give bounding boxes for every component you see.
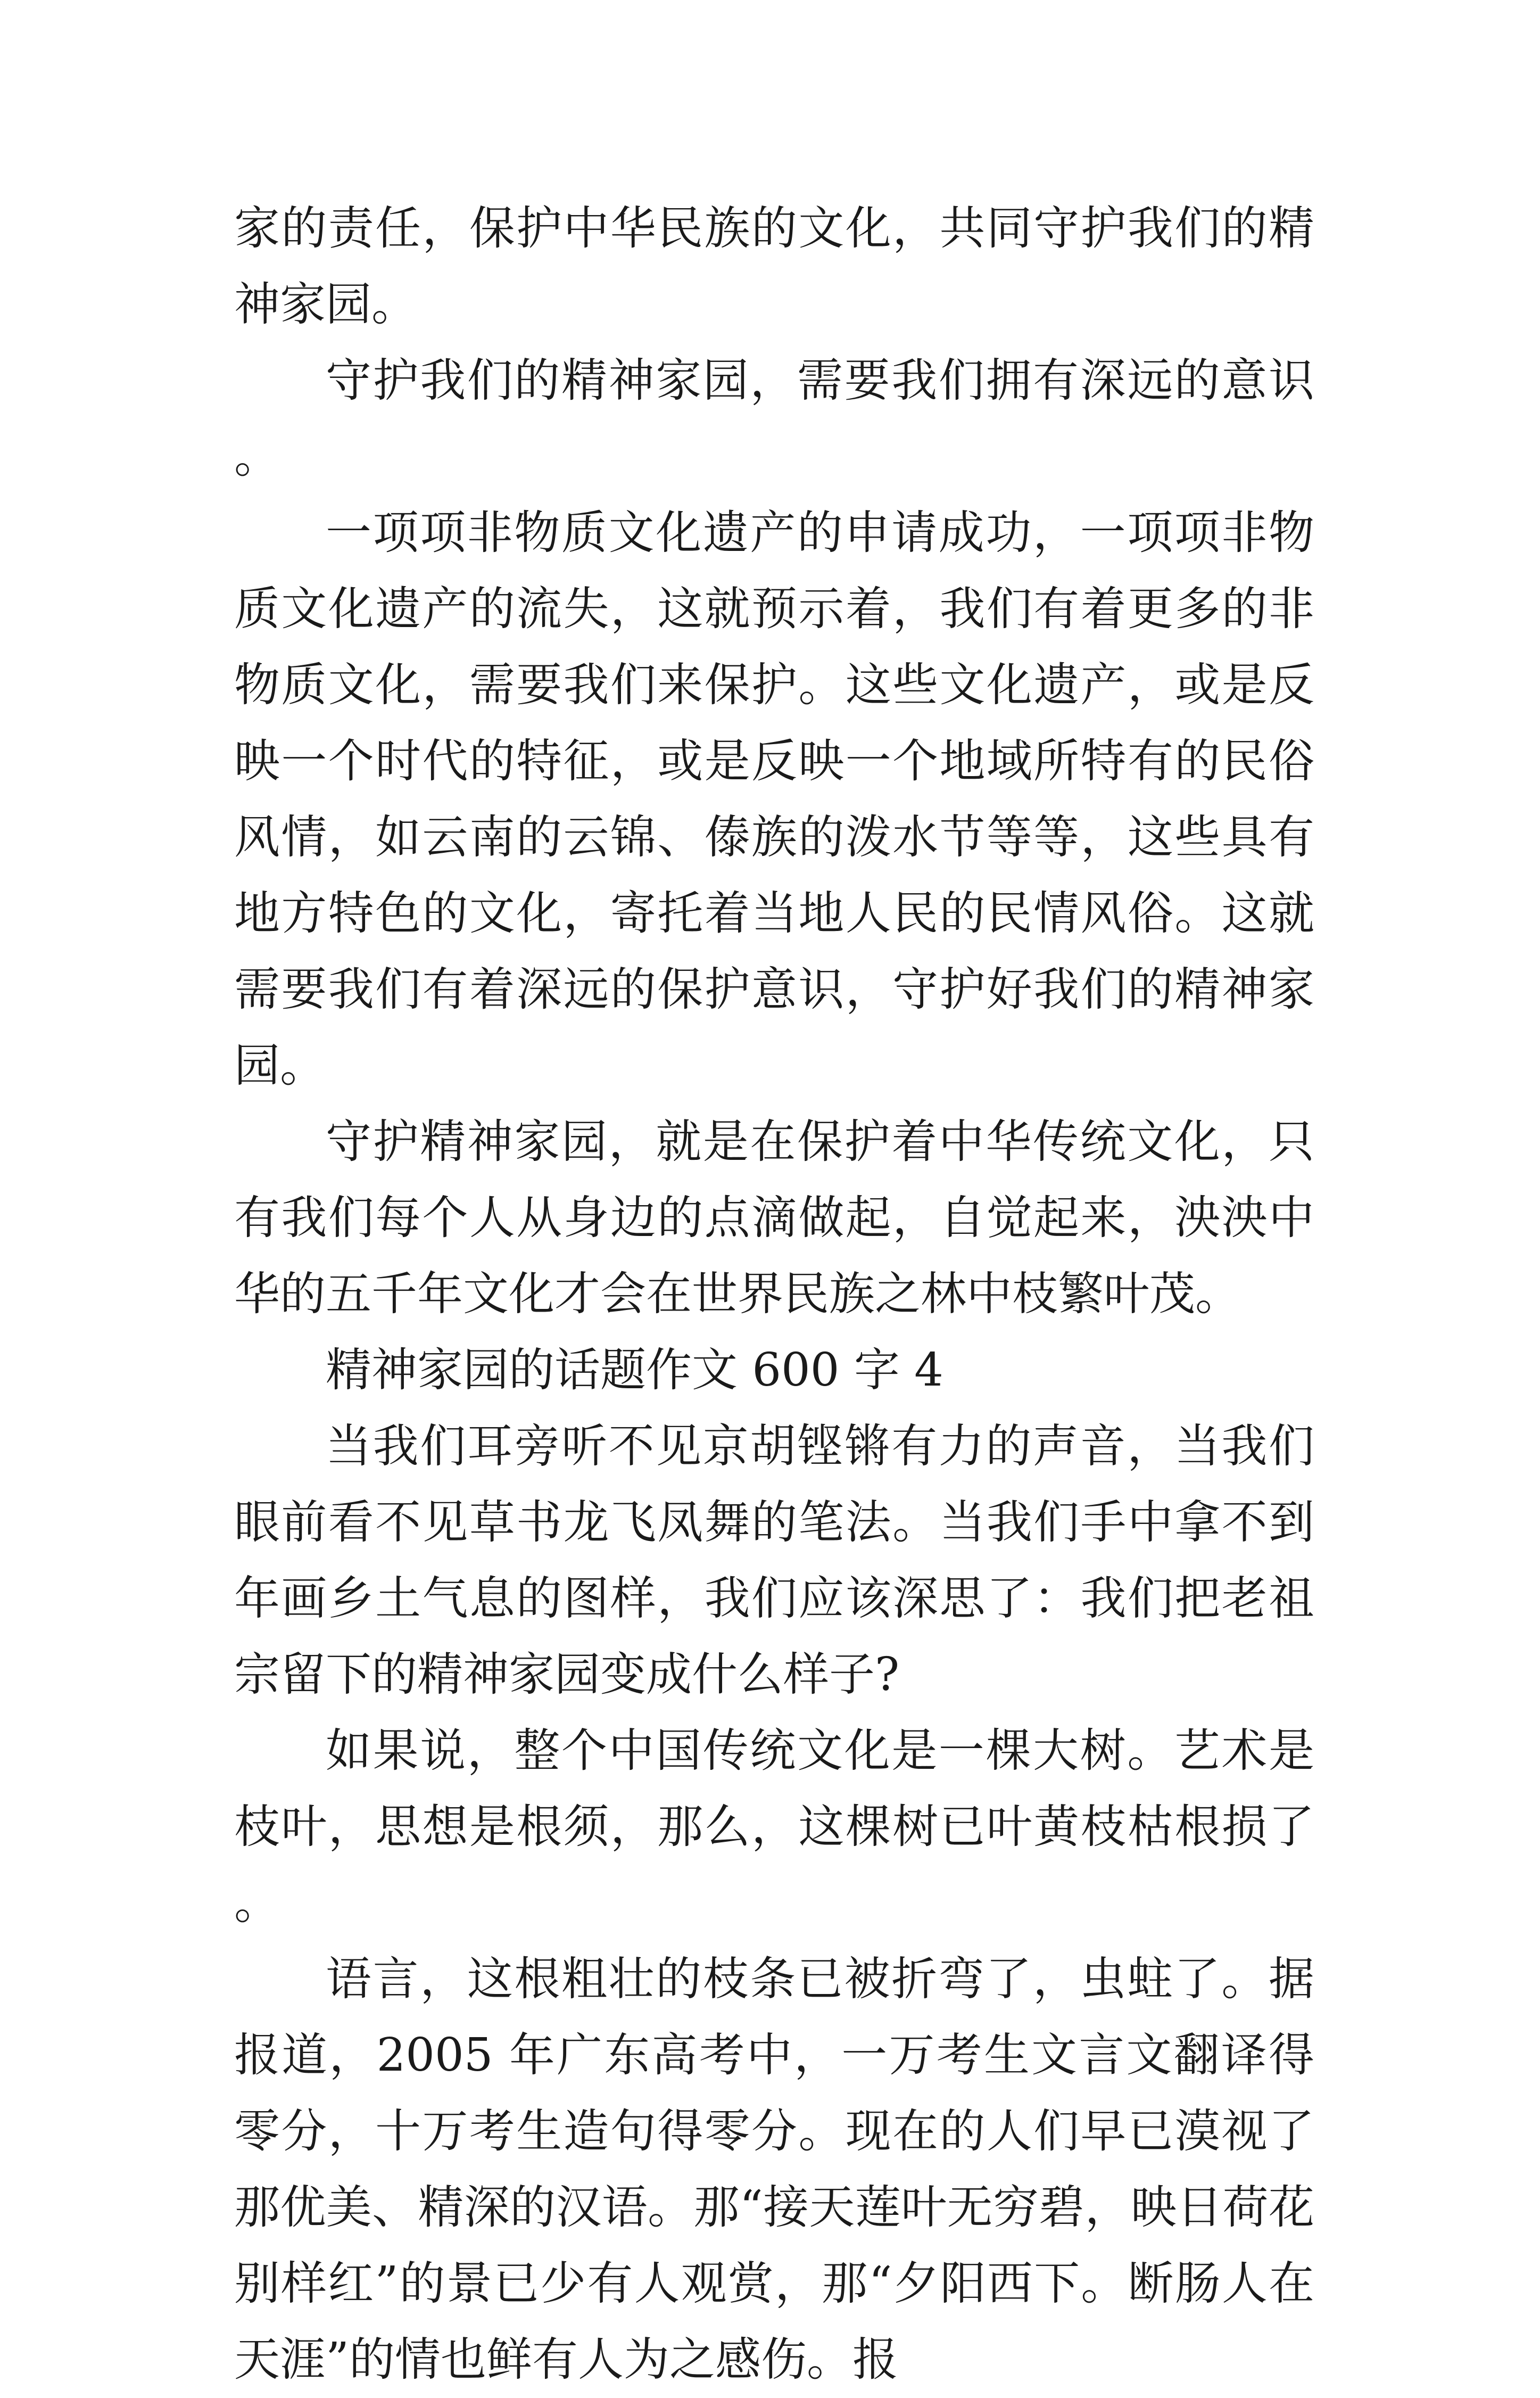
document-body <box>234 191 1314 2398</box>
essay-title: 精神家园的话题作文 600 字 4 <box>326 1344 943 1397</box>
paragraph: 如果说，整个中国传统文化是一棵大树。艺术是枝叶，思想是根须，那么，这棵树已叶黄枝枯根损了。 <box>234 1724 1314 1930</box>
paragraph: 守护我们的精神家园，需要我们拥有深远的意识。 <box>234 354 1314 483</box>
paragraph: 语言，这根粗壮的枝条已被折弯了，虫蛀了。据报道，2005 年广东高考中，一万考生文言文翻译得零分，十万考生造句得零分。现在的人们早已漠视了那优美、精深的汉语。那“接天莲叶无穷碧，映日荷花别样红”的景已少有人观赏，那“夕阳西下。断肠人在天涯”的情也鲜有人为之感伤。报 <box>234 1952 1314 2386</box>
paragraph: 当我们耳旁听不见京胡铿锵有力的声音，当我们眼前看不见草书龙飞凤舞的笔法。当我们手中拿不到年画乡土气息的图样，我们应该深思了：我们把老祖宗留下的精神家园变成什么样子? <box>234 1420 1314 1701</box>
paragraph-continuation: 家的责任，保护中华民族的文化，共同守护我们的精神家园。 <box>234 202 1314 331</box>
paragraph: 守护精神家园，就是在保护着中华传统文化，只有我们每个人从身边的点滴做起，自觉起来，泱泱中华的五千年文化才会在世界民族之林中枝繁叶茂。 <box>234 1115 1314 1321</box>
paragraph: 一项项非物质文化遗产的申请成功，一项项非物质文化遗产的流失，这就预示着，我们有着更多的非物质文化，需要我们来保护。这些文化遗产，或是反映一个时代的特征，或是反映一个地域所特有的民俗风情，如云南的云锦、傣族的泼水节等等，这些具有地方特色的文化，寄托着当地人民的民情风俗。这就需要我们有着深远的保护意识，守护好我们的精神家园。 <box>234 506 1314 1092</box>
